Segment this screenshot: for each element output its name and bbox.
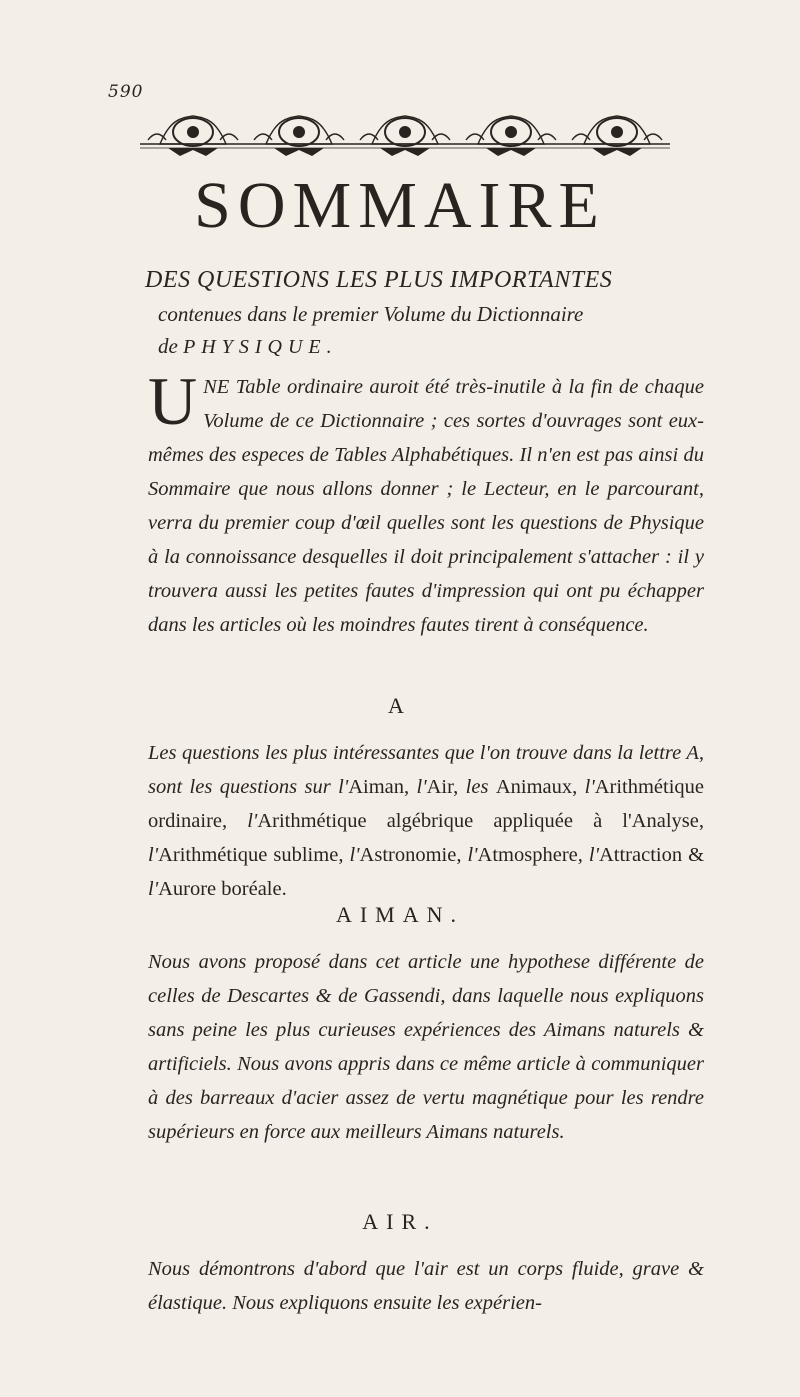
drop-cap: U (148, 363, 198, 439)
section-a-paragraph (148, 736, 704, 906)
subtitle-line-3-caps: PHYSIQUE. (183, 336, 338, 358)
intro-paragraph (148, 363, 704, 642)
topic-separator: , (338, 844, 350, 866)
topic-separator: , (456, 844, 468, 866)
topic-name: Atmosphere (477, 844, 578, 866)
topic-name: Arithmétique sublime (158, 844, 339, 866)
topic-name: Arithmétique ordinaire (148, 776, 705, 832)
topic-article: l' (588, 844, 599, 866)
page-title: SOMMAIRE (194, 169, 606, 242)
topic-article: l' (338, 776, 349, 798)
topic-name: Arithmétique algébrique appliquée à l'Analyse (257, 810, 699, 832)
subtitle-line-3 (158, 334, 718, 359)
section-aiman-paragraph: Nous avons proposé dans cet article une hypothese différente de celles de Descartes & de Gassendi, dans laquelle nous expliquons sans peine les plus curieuses expériences des Aimans naturels & artificiels. Nous avons appris dans ce même article à communiquer à des barreaux d'acier assez de vertu magnétique pour les rendre supérieurs en force aux meilleurs Aimans naturels. (148, 951, 704, 1143)
topic-article: les (465, 776, 496, 798)
topic-article: l' (416, 776, 427, 798)
topic-article: l' (584, 776, 595, 798)
section-a-heading: A (388, 693, 412, 718)
topic-separator: , (222, 810, 248, 832)
intro-text: NE Table ordinaire auroit été très-inutile à la fin de chaque Volume de ce Dictionnaire ; ces sortes d'ouvrages sont eux-mêmes des especes de Tables Alphabétiques. Il n'en est pas ainsi du Sommaire que nous allons donner ; le Lecteur, en le parcourant, verra du premier coup d'œil quelles sont les questions de Physique à la connoissance desquelles il doit principalement s'attacher : il y trouvera aussi les petites fautes d'impression qui ont pu échapper dans les articles où les moindres fautes tirent à conséquence. (148, 376, 704, 636)
topic-name: Air (426, 776, 454, 798)
section-aiman-heading: AIMAN. (335, 902, 465, 927)
section-air-heading: AIR. (362, 1209, 438, 1234)
page-number: 590 (108, 82, 144, 102)
topic-separator: , (572, 776, 585, 798)
topic-name: Attraction (598, 844, 683, 866)
topic-article: l' (148, 844, 159, 866)
subtitle-line-1: DES QUESTIONS LES PLUS IMPORTANTES (145, 267, 613, 293)
topic-article: l' (148, 878, 159, 900)
topic-article: l' (467, 844, 478, 866)
topic-article: l' (247, 810, 258, 832)
topic-article: l' (349, 844, 360, 866)
topic-separator: , (698, 810, 704, 832)
section-a-lead: Les questions les plus intéressantes que l'on trouve dans la lettre A, sont les questions sur (148, 742, 704, 798)
topic-name: Animaux (495, 776, 573, 798)
topic-separator: , (404, 776, 417, 798)
subtitle-line-3-prefix: de (158, 334, 178, 358)
ornament-band-icon (140, 110, 670, 158)
topic-separator: & (682, 844, 705, 866)
topic-name: Aiman (348, 776, 405, 798)
topic-separator: , (453, 776, 466, 798)
topic-separator: , (577, 844, 589, 866)
subtitle-line-2: contenues dans le premier Volume du Dictionnaire (158, 302, 584, 326)
section-air-paragraph: Nous démontrons d'abord que l'air est un corps fluide, grave & élastique. Nous expliquons ensuite les expérien- (148, 1258, 704, 1314)
topic-name: Aurore boréale. (158, 878, 287, 900)
topic-name: Astronomie (359, 844, 457, 866)
